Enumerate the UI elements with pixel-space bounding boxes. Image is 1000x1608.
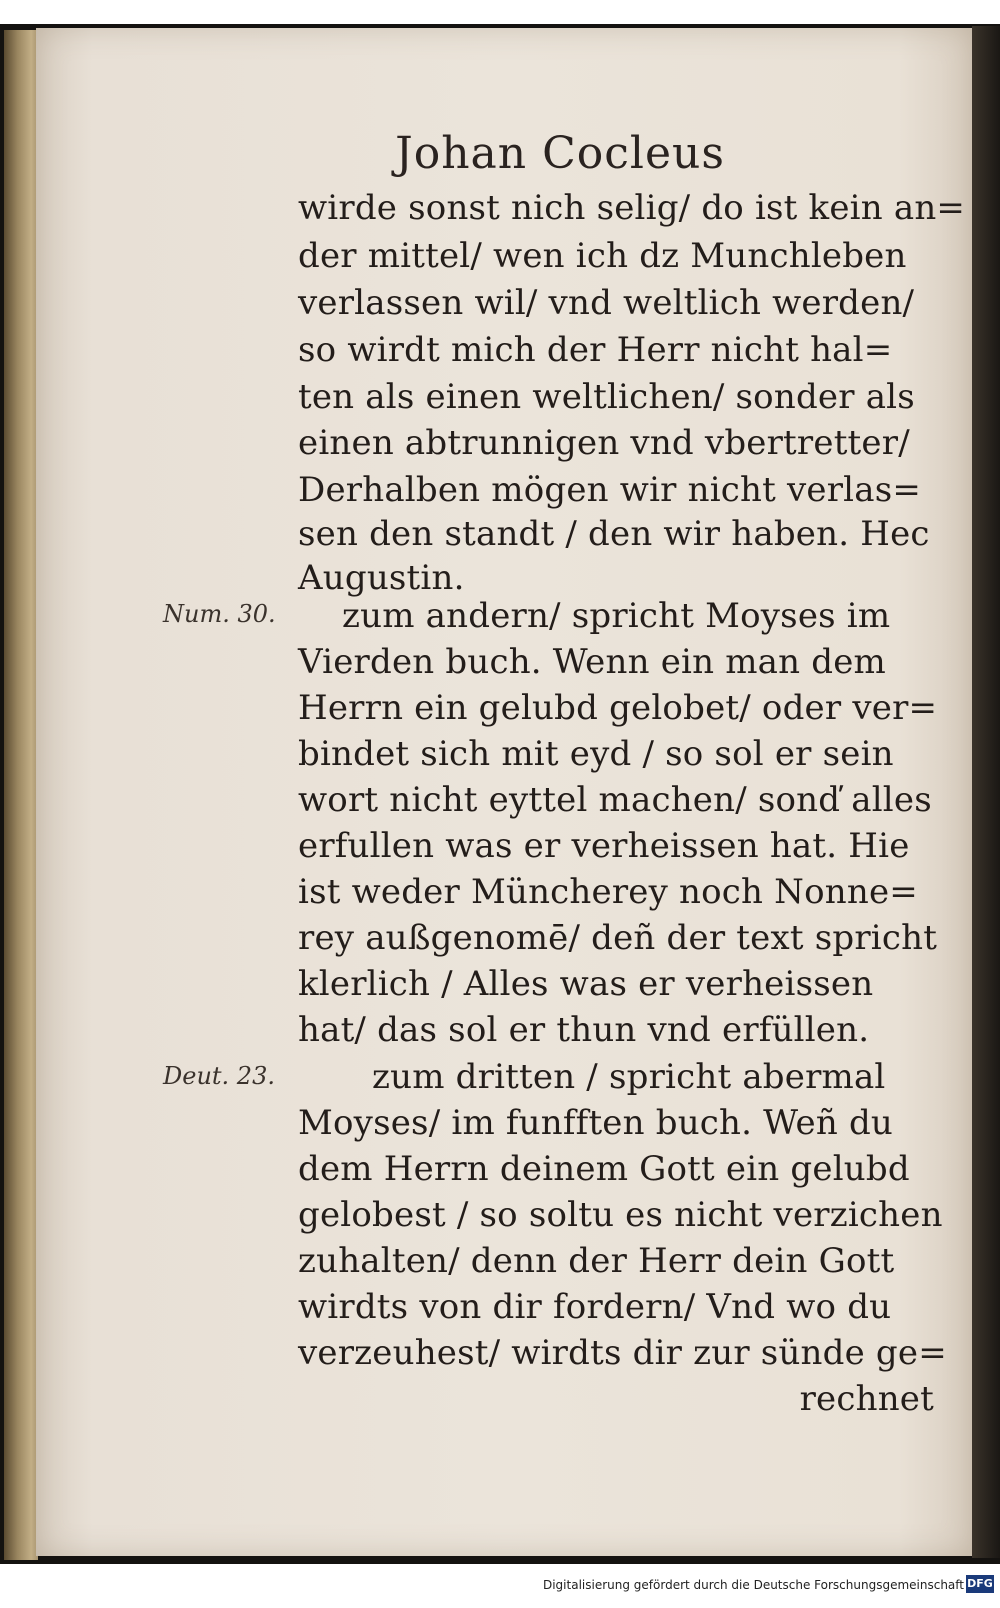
text-line: ten als einen weltlichen/ sonder als xyxy=(298,377,915,417)
marginal-note: Deut. 23. xyxy=(163,1062,275,1090)
text-line: ist weder Müncherey noch Nonne= xyxy=(298,872,918,912)
running-head: Johan Cocleus xyxy=(395,128,725,179)
text-line: wirde sonst nich selig/ do ist kein an= xyxy=(298,188,966,228)
text-line: verzeuhest/ wirdts dir zur sünde ge= xyxy=(298,1333,947,1373)
text-line: Herrn ein gelubd gelobet/ oder ver= xyxy=(298,688,938,728)
dfg-logo-icon: DFG xyxy=(966,1575,994,1593)
text-line: bindet sich mit eyd / so sol er sein xyxy=(298,734,894,774)
text-line: zuhalten/ denn der Herr dein Gott xyxy=(298,1241,895,1281)
text-line: sen den standt / den wir haben. Hec xyxy=(298,514,930,554)
marginal-note: Num. 30. xyxy=(163,600,276,628)
page-right-edge xyxy=(972,26,1000,1558)
text-line: klerlich / Alles was er verheissen xyxy=(298,964,874,1004)
text-line: erfullen was er verheissen hat. Hie xyxy=(298,826,910,866)
text-line: hat/ das sol er thun vnd erfüllen. xyxy=(298,1010,870,1050)
text-line: Vierden buch. Wenn ein man dem xyxy=(298,642,886,682)
catchword: rechnet xyxy=(799,1379,934,1419)
text-line: zum andern/ spricht Moyses im xyxy=(342,596,891,636)
text-line: Derhalben mögen wir nicht verlas= xyxy=(298,470,922,510)
text-line: wirdts von dir fordern/ Vnd wo du xyxy=(298,1287,892,1327)
text-line: wort nicht eyttel machen/ sonď alles xyxy=(298,780,932,820)
text-line: zum dritten / spricht abermal xyxy=(372,1057,886,1097)
text-line: so wirdt mich der Herr nicht hal= xyxy=(298,330,893,370)
book-spine-edge xyxy=(4,30,38,1560)
text-line: dem Herrn deinem Gott ein gelubd xyxy=(298,1149,910,1189)
text-line: verlassen wil/ vnd weltlich werden/ xyxy=(298,283,915,323)
text-line: rey außgenomē/ deñ der text spricht xyxy=(298,918,938,958)
text-line: einen abtrunnigen vnd vbertretter/ xyxy=(298,423,910,463)
footer-credit: Digitalisierung gefördert durch die Deutsche Forschungsgemeinschaft xyxy=(542,1578,964,1592)
text-line: Augustin. xyxy=(298,558,465,598)
text-line: gelobest / so soltu es nicht verzichen xyxy=(298,1195,943,1235)
text-line: der mittel/ wen ich dz Munchleben xyxy=(298,236,907,276)
text-line: Moyses/ im funfften buch. Weñ du xyxy=(298,1103,894,1143)
